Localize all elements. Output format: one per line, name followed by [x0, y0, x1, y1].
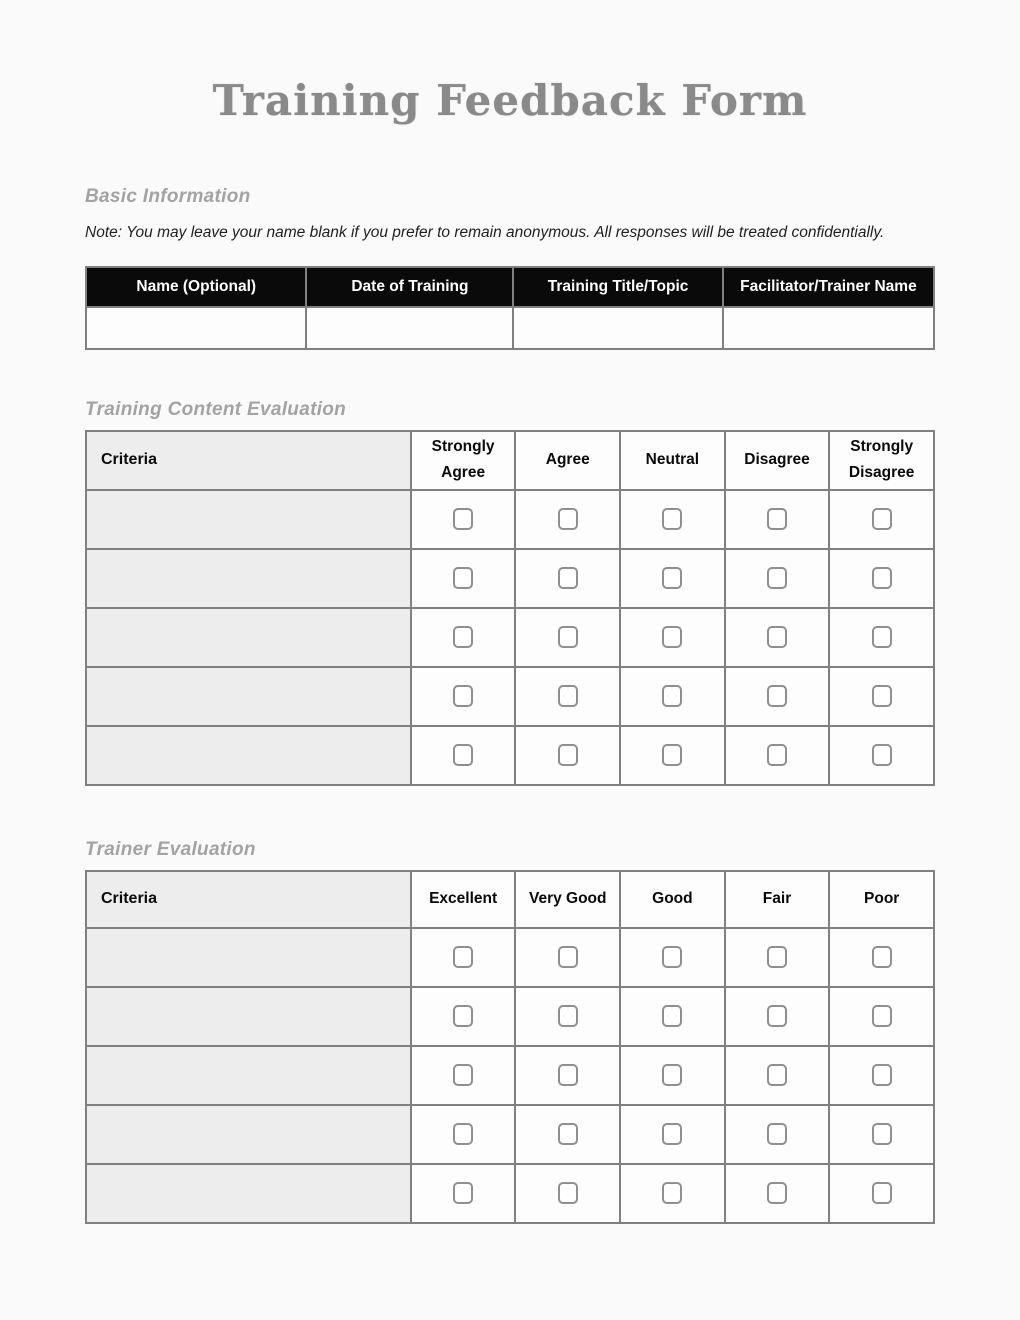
rating-cell: [829, 490, 934, 549]
title-topic-field[interactable]: [513, 307, 722, 349]
scale-header-disagree: Disagree: [725, 431, 830, 490]
rating-cell: [829, 726, 934, 785]
checkbox-icon[interactable]: [767, 1182, 787, 1204]
checkbox-icon[interactable]: [453, 946, 473, 968]
criteria-column-header: Criteria: [86, 431, 411, 490]
rating-cell: [725, 667, 830, 726]
date-field[interactable]: [306, 307, 513, 349]
checkbox-icon[interactable]: [558, 946, 578, 968]
basic-info-entry-row: [86, 307, 934, 349]
document-body: [85, 186, 935, 1224]
checkbox-icon[interactable]: [767, 744, 787, 766]
rating-cell: [725, 549, 830, 608]
criteria-cell: [86, 608, 411, 667]
checkbox-icon[interactable]: [872, 1064, 892, 1086]
criteria-cell: [86, 1046, 411, 1105]
checkbox-icon[interactable]: [558, 685, 578, 707]
rating-cell: [411, 490, 516, 549]
rating-cell: [411, 549, 516, 608]
rating-cell: [829, 667, 934, 726]
criteria-column-header: Criteria: [86, 871, 411, 928]
rating-cell: [829, 987, 934, 1046]
checkbox-icon[interactable]: [767, 946, 787, 968]
rating-cell: [725, 1046, 830, 1105]
scale-header-very-good: Very Good: [515, 871, 620, 928]
checkbox-icon[interactable]: [558, 1064, 578, 1086]
content-eval-row: [86, 608, 934, 667]
rating-cell: [620, 549, 725, 608]
scale-header-agree: Agree: [515, 431, 620, 490]
rating-cell: [411, 1046, 516, 1105]
checkbox-icon[interactable]: [453, 685, 473, 707]
criteria-cell: [86, 987, 411, 1046]
checkbox-icon[interactable]: [558, 626, 578, 648]
checkbox-icon[interactable]: [767, 567, 787, 589]
checkbox-icon[interactable]: [558, 744, 578, 766]
rating-cell: [725, 1105, 830, 1164]
rating-cell: [515, 726, 620, 785]
scale-header-strongly-disagree: Strongly Disagree: [829, 431, 934, 490]
checkbox-icon[interactable]: [767, 508, 787, 530]
checkbox-icon[interactable]: [558, 1005, 578, 1027]
content-eval-row: [86, 667, 934, 726]
rating-cell: [620, 608, 725, 667]
checkbox-icon[interactable]: [558, 1123, 578, 1145]
section-heading-content-evaluation: Training Content Evaluation: [85, 399, 347, 421]
checkbox-icon[interactable]: [558, 567, 578, 589]
rating-cell: [515, 490, 620, 549]
checkbox-icon[interactable]: [453, 567, 473, 589]
rating-cell: [620, 1105, 725, 1164]
trainer-eval-header-row: [86, 871, 934, 928]
checkbox-icon[interactable]: [662, 946, 682, 968]
checkbox-icon[interactable]: [453, 1064, 473, 1086]
checkbox-icon[interactable]: [767, 626, 787, 648]
basic-info-header-row: [86, 267, 934, 307]
rating-cell: [829, 928, 934, 987]
checkbox-icon[interactable]: [662, 567, 682, 589]
checkbox-icon[interactable]: [453, 626, 473, 648]
rating-cell: [515, 1164, 620, 1223]
checkbox-icon[interactable]: [872, 685, 892, 707]
checkbox-icon[interactable]: [872, 744, 892, 766]
checkbox-icon[interactable]: [767, 1123, 787, 1145]
checkbox-icon[interactable]: [767, 685, 787, 707]
checkbox-icon[interactable]: [872, 508, 892, 530]
checkbox-icon[interactable]: [558, 1182, 578, 1204]
rating-cell: [725, 987, 830, 1046]
trainer-eval-row: [86, 928, 934, 987]
rating-cell: [829, 1046, 934, 1105]
checkbox-icon[interactable]: [453, 744, 473, 766]
rating-cell: [515, 928, 620, 987]
section-heading-basic-information: Basic Information: [85, 186, 251, 207]
checkbox-icon[interactable]: [767, 1064, 787, 1086]
rating-cell: [620, 667, 725, 726]
criteria-cell: [86, 667, 411, 726]
checkbox-icon[interactable]: [872, 567, 892, 589]
criteria-cell: [86, 549, 411, 608]
checkbox-icon[interactable]: [662, 685, 682, 707]
scale-header-fair: Fair: [725, 871, 830, 928]
criteria-cell: [86, 928, 411, 987]
trainer-eval-row: [86, 987, 934, 1046]
rating-cell: [620, 987, 725, 1046]
rating-cell: [411, 667, 516, 726]
trainer-eval-row: [86, 1105, 934, 1164]
rating-cell: [515, 987, 620, 1046]
criteria-cell: [86, 490, 411, 549]
rating-cell: [725, 490, 830, 549]
content-eval-row: [86, 549, 934, 608]
rating-cell: [515, 1046, 620, 1105]
trainer-evaluation-table: [85, 870, 935, 1224]
scale-header-excellent: Excellent: [411, 871, 516, 928]
rating-cell: [829, 608, 934, 667]
checkbox-icon[interactable]: [662, 508, 682, 530]
checkbox-icon[interactable]: [872, 626, 892, 648]
checkbox-icon[interactable]: [767, 1005, 787, 1027]
rating-cell: [515, 667, 620, 726]
criteria-cell: [86, 1164, 411, 1223]
rating-cell: [725, 928, 830, 987]
name-field[interactable]: [86, 307, 306, 349]
rating-cell: [725, 1164, 830, 1223]
checkbox-icon[interactable]: [662, 626, 682, 648]
checkbox-icon[interactable]: [662, 1064, 682, 1086]
facilitator-field[interactable]: [723, 307, 934, 349]
column-header-date: Date of Training: [306, 267, 513, 307]
rating-cell: [411, 726, 516, 785]
rating-cell: [620, 490, 725, 549]
rating-cell: [829, 549, 934, 608]
trainer-eval-row: [86, 1046, 934, 1105]
checkbox-icon[interactable]: [662, 1005, 682, 1027]
checkbox-icon[interactable]: [872, 946, 892, 968]
rating-cell: [411, 1105, 516, 1164]
content-eval-header-row: [86, 431, 934, 490]
scale-header-strongly-agree: Strongly Agree: [411, 431, 516, 490]
basic-information-table: [85, 266, 935, 350]
checkbox-icon[interactable]: [453, 508, 473, 530]
checkbox-icon[interactable]: [453, 1182, 473, 1204]
trainer-eval-row: [86, 1164, 934, 1223]
checkbox-icon[interactable]: [453, 1123, 473, 1145]
checkbox-icon[interactable]: [662, 1182, 682, 1204]
content-eval-row: [86, 490, 934, 549]
page-title: Training Feedback Form: [212, 76, 808, 125]
scale-header-neutral: Neutral: [620, 431, 725, 490]
checkbox-icon[interactable]: [453, 1005, 473, 1027]
checkbox-icon[interactable]: [558, 508, 578, 530]
criteria-cell: [86, 1105, 411, 1164]
rating-cell: [515, 1105, 620, 1164]
rating-cell: [515, 549, 620, 608]
rating-cell: [515, 608, 620, 667]
rating-cell: [829, 1164, 934, 1223]
content-eval-row: [86, 726, 934, 785]
rating-cell: [620, 928, 725, 987]
column-header-facilitator: Facilitator/Trainer Name: [723, 267, 934, 307]
rating-cell: [411, 928, 516, 987]
column-header-title-topic: Training Title/Topic: [513, 267, 722, 307]
rating-cell: [411, 1164, 516, 1223]
anonymity-note: Note: You may leave your name blank if you prefer to remain anonymous. All responses will be treated confidentially.: [85, 224, 885, 241]
section-heading-trainer-evaluation: Trainer Evaluation: [85, 838, 256, 860]
rating-cell: [620, 726, 725, 785]
content-evaluation-table: [85, 430, 935, 786]
checkbox-icon[interactable]: [872, 1182, 892, 1204]
checkbox-icon[interactable]: [872, 1005, 892, 1027]
criteria-cell: [86, 726, 411, 785]
checkbox-icon[interactable]: [872, 1123, 892, 1145]
column-header-name: Name (Optional): [86, 267, 306, 307]
rating-cell: [620, 1046, 725, 1105]
rating-cell: [725, 608, 830, 667]
rating-cell: [725, 726, 830, 785]
rating-cell: [411, 608, 516, 667]
scale-header-poor: Poor: [829, 871, 934, 928]
rating-cell: [620, 1164, 725, 1223]
scale-header-good: Good: [620, 871, 725, 928]
rating-cell: [829, 1105, 934, 1164]
rating-cell: [411, 987, 516, 1046]
checkbox-icon[interactable]: [662, 744, 682, 766]
checkbox-icon[interactable]: [662, 1123, 682, 1145]
